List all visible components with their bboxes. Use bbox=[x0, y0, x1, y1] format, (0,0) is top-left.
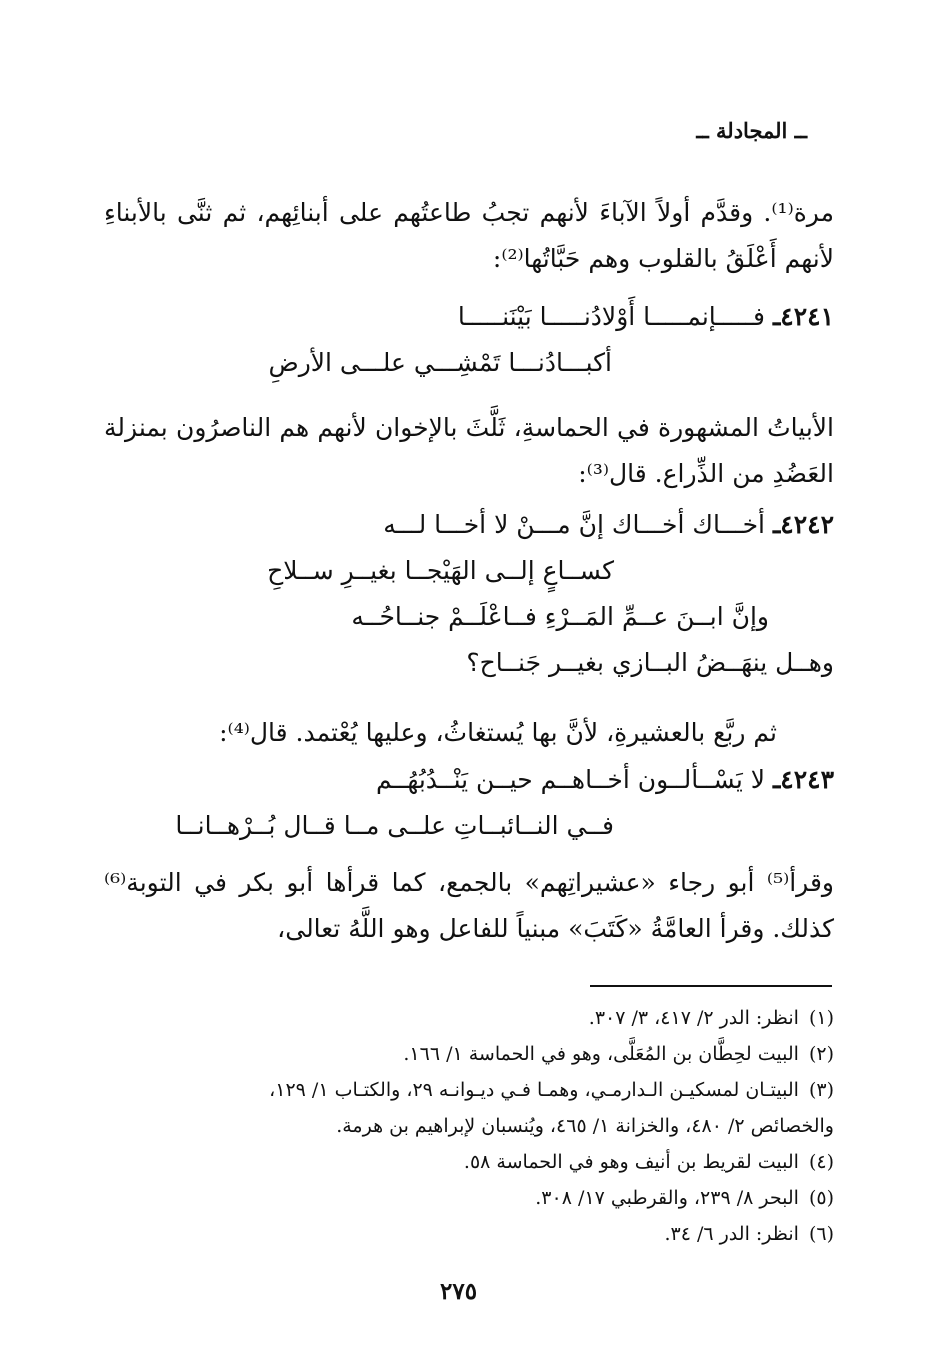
verse-4241-line-2: أكبـــادُنـــا تَمْشِـــي علـــى الأرضِ bbox=[268, 348, 612, 377]
verse-4242-line-1 bbox=[383, 510, 834, 539]
paragraph-1: مرة⁽¹⁾. وقدَّم أولاً الآباءَ لأنهم تجبُ طاعتُهم على أبنائِهم، ثم ثنَّى بالأبناءِ لأنهم أَعْلَقُ بالقلوب وهم حَبَّاتُها⁽²⁾: bbox=[104, 198, 834, 273]
footnote-3-continued: والخصائص ٢/ ٤٨٠، والخزانة ١/ ٤٦٥، ويُنسبان لإبراهيم بن هرمة. bbox=[336, 1115, 834, 1137]
verse-number: ٤٢٤١ـ bbox=[772, 302, 834, 331]
footnote-3: (٣)البيتـان لمسكيـن الـدارمـي، وهمـا فـي ديـوانـه ٢٩، والكتـاب ١/ ١٢٩، bbox=[269, 1079, 834, 1101]
verse-4241-line-1 bbox=[458, 302, 834, 331]
footnote-6: (٦)انظر: الدر ٦/ ٣٤. bbox=[664, 1223, 834, 1245]
footnote-5: (٥)البحر ٨/ ٢٣٩، والقرطبي ١٧/ ٣٠٨. bbox=[535, 1187, 834, 1209]
footnote-4: (٤)البيت لقريط بن أنيف وهو في الحماسة ٥٨. bbox=[463, 1151, 834, 1173]
verse-text: أخـــاك أخـــاك إنَّ مـــنْ لا أخـــا لـــه bbox=[383, 510, 765, 539]
verse-4243-line-1 bbox=[376, 765, 834, 794]
verse-4243-line-2: فــي النــائبــاتِ علــى مــا قــال بُــرْهــانــا bbox=[175, 811, 614, 840]
verse-text: لا يَسْــألــون أخــاهــم حيــن يَنْــدُبُهُــم bbox=[376, 765, 765, 794]
verse-4242-line-4: وهــل ينهَــضُ البــازي بغيــر جَنــاح؟ bbox=[466, 648, 834, 677]
paragraph-2: الأبياتُ المشهورة في الحماسةِ، ثَلَّثَ بالإخوان لأنهم هم الناصرُون بمنزلة العَضُدِ من الذِّراع. قال⁽³⁾: bbox=[104, 413, 834, 488]
paragraph-4: وقرأ⁽⁵⁾ أبو رجاء «عشيراتِهم» بالجمع، كما قرأها أبو بكر في التوبة⁽⁶⁾ كذلك. وقرأ العامَّةُ «كَتَبَ» مبنياً للفاعل وهو اللَّهُ تعالى، bbox=[104, 868, 834, 943]
verse-number: ٤٢٤٣ـ bbox=[772, 765, 834, 794]
running-header: ــ المجادلة ــ bbox=[696, 118, 807, 143]
footnote-divider bbox=[590, 985, 832, 987]
verse-4242-line-2: كســاعٍ إلــى الهَيْجــا بغيــرِ ســلاحِ bbox=[267, 556, 614, 585]
verse-text: فـــــإنمـــــا أَوْلادُنـــــا بَيْنَنـــــا bbox=[457, 302, 765, 331]
footnote-1: (١)انظر: الدر ٢/ ٤١٧، ٣/ ٣٠٧. bbox=[588, 1007, 834, 1029]
verse-4242-line-3: وإنَّ ابــنَ عــمِّ المَــرْءِ فــاعْلَــمْ جنــاحُــه bbox=[351, 602, 769, 631]
footnotes bbox=[104, 1000, 834, 1252]
verse-number: ٤٢٤٢ـ bbox=[772, 510, 834, 539]
paragraph-3: ثم ربَّع بالعشيرةِ، لأنَّ بها يُستغاثُ، وعليها يُعْتمد. قال⁽⁴⁾: bbox=[219, 718, 777, 747]
page-number: ٢٧٥ bbox=[440, 1278, 478, 1305]
footnote-2: (٢)البيت لحِطَّان بن المُعَلَّى، وهو في الحماسة ١/ ١٦٦. bbox=[403, 1043, 834, 1065]
